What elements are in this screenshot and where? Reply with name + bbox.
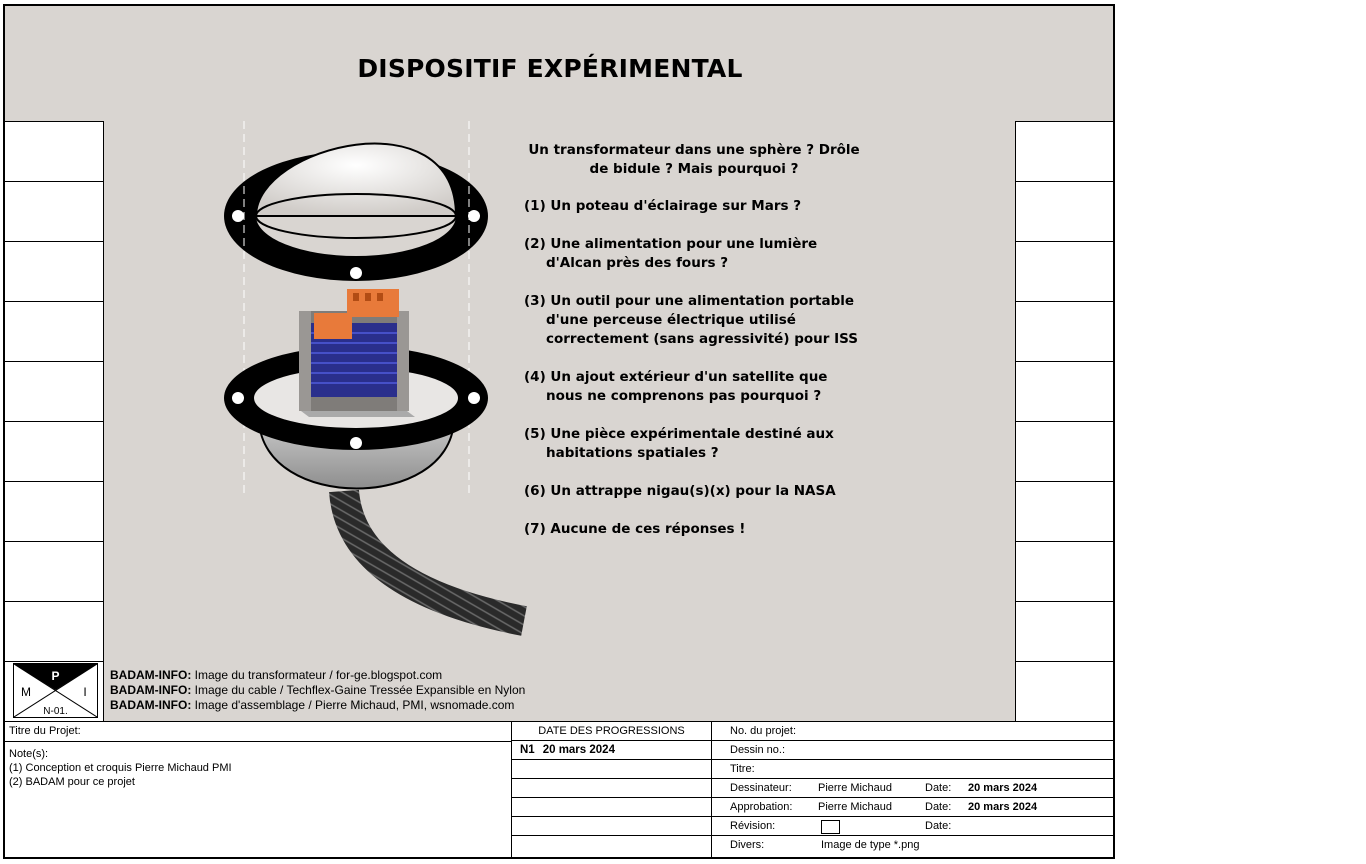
page-title: DISPOSITIF EXPÉRIMENTAL: [357, 54, 743, 83]
drafter-row: Dessinateur: Pierre Michaud Date: 20 mars 2024: [712, 779, 1113, 798]
progress-table: [512, 722, 712, 858]
list-item: (6) Un attrappe nigau(s)(x) pour la NASA: [524, 483, 836, 499]
list-item: (4) Un ajout extérieur d'un satellite que nous ne comprenons pas pourquoi ?: [524, 369, 828, 404]
drawing-info: [712, 722, 1113, 858]
list-item: (2) Une alimentation pour une lumière d'Alcan près des fours ?: [524, 236, 818, 271]
list-item: (7) Aucune de ces réponses !: [524, 521, 746, 537]
question-list: [524, 141, 864, 558]
progress-row: [512, 798, 711, 817]
project-title-label: Titre du Projet:: [5, 722, 511, 742]
progress-row: [512, 836, 711, 855]
progress-row: [512, 817, 711, 836]
list-item: (3) Un outil pour une alimentation portable d'une perceuse électrique utilisé correctement (sans agressivité) pour ISS: [524, 293, 858, 347]
drawing-sheet: [3, 4, 1115, 859]
svg-text:M: M: [21, 685, 31, 699]
pmi-logo: [13, 663, 98, 718]
svg-text:N-01.: N-01.: [43, 706, 68, 717]
list-item: (1) Un poteau d'éclairage sur Mars ?: [524, 198, 802, 214]
project-block: [5, 722, 512, 858]
image-credits: BADAM-INFO: Image du transformateur / for-ge.blogspot.com BADAM-INFO: Image du cable / Techflex-Gaine Tressée Expansible en Nylon BADAM-INFO: Image d'assemblage / Pierre Michaud, PMI, wsnomade.com: [110, 668, 526, 712]
revision-row: Révision: Date:: [712, 817, 1113, 836]
title-block: [5, 721, 1113, 858]
intro-text: Un transformateur dans une sphère ? Drôle de bidule ? Mais pourquoi ?: [528, 142, 860, 177]
drawing-number: Dessin no.:: [712, 741, 1113, 760]
project-number: No. du projet:: [712, 722, 1113, 741]
header-band: [5, 6, 1113, 121]
progress-row: [512, 779, 711, 798]
transformer-image: [299, 289, 415, 417]
assembly-illustration: [219, 121, 529, 646]
progress-row: N1 20 mars 2024: [512, 741, 711, 760]
project-notes: Note(s): (1) Conception et croquis Pierre Michaud PMI (2) BADAM pour ce projet: [9, 748, 232, 788]
misc-row: Divers: Image de type *.png: [730, 839, 920, 851]
left-margin-cells: [5, 121, 104, 721]
list-item: (5) Une pièce expérimentale destiné aux habitations spatiales ?: [524, 426, 834, 461]
right-margin-cells: [1015, 121, 1114, 721]
svg-text:P: P: [51, 669, 60, 683]
progress-header: DATE DES PROGRESSIONS: [512, 722, 711, 741]
approval-row: Approbation: Pierre Michaud Date: 20 mars 2024: [712, 798, 1113, 817]
revision-checkbox: [821, 820, 840, 834]
drawing-title: Titre:: [712, 760, 1113, 779]
svg-text:I: I: [83, 685, 87, 699]
drawing-area: [104, 121, 1015, 721]
progress-row: [512, 760, 711, 779]
